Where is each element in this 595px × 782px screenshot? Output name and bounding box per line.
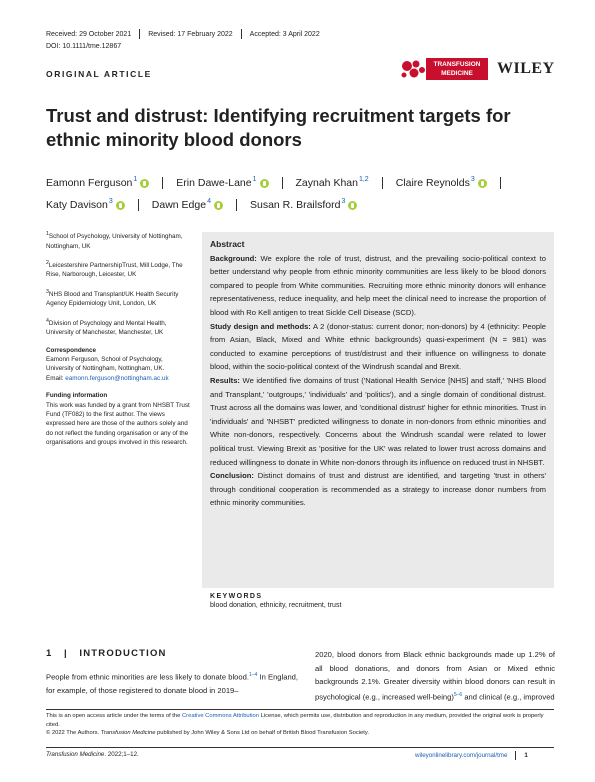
journal-url-link[interactable]: wileyonlinelibrary.com/journal/tme <box>415 752 508 759</box>
divider <box>162 177 163 189</box>
author[interactable]: Erin Dawe-Lane $^1$ <box>176 172 268 194</box>
license-note: This is an open access article under the terms of the Creative Commons Attribution License, which permits use, distribution and reproduction in any medium, provided the original work is properly cited. © 2022 The Authors. Transfusion Medicine published by John Wiley & Sons Ltd on behalf of British Blood Transfusion Society. <box>46 713 544 737</box>
divider <box>236 199 237 211</box>
divider <box>139 29 140 39</box>
correspondence-text: Eamonn Ferguson, School of Psychology, University of Nottingham, Nottingham, UK. <box>46 356 165 373</box>
abstract <box>210 238 546 510</box>
author[interactable]: Claire Reynolds $^3$ <box>396 172 487 194</box>
journal-logo-text: TRANSFUSION MEDICINE <box>426 58 488 80</box>
journal-logo <box>400 58 488 80</box>
author[interactable]: Eamonn Ferguson $^1$ <box>46 172 149 194</box>
abstract-heading: Abstract <box>210 239 245 249</box>
doi[interactable]: DOI: 10.1111/tme.12867 <box>46 43 122 50</box>
keywords <box>210 593 341 609</box>
page-footer-right <box>415 751 528 760</box>
divider <box>138 199 139 211</box>
author[interactable]: Dawn Edge $^4$ <box>152 194 223 216</box>
citation-link[interactable]: 1–4 <box>248 672 258 678</box>
license-link[interactable]: Creative Commons Attribution <box>181 713 259 719</box>
divider <box>46 709 554 710</box>
abstract-background: Background: We explore the role of trust, distrust, and the prevailing socio-political context to better understand why people from ethnic minority communities are less likely to be blood donors compared to people from White communities. Recruiting more ethnic minority donors will enhance representativeness, reduce inequality, and help meet the clinical need to increase the proportion of blood with Ro Kell antigen to treat Sickle Cell Disease (SCD). <box>210 253 546 317</box>
affiliation: $^1$School of Psychology, University of Nottingham, Nottingham, UK <box>46 231 183 250</box>
citation-footer: Transfusion Medicine. 2022;1–12. <box>46 751 139 758</box>
revised-date: Revised: 17 February 2022 <box>148 30 233 38</box>
publisher-logo: WILEY <box>497 60 555 77</box>
orcid-icon[interactable] <box>140 179 149 188</box>
affiliation: $^3$NHS Blood and Transplant/UK Health Security Agency Epidemiology Unit, London, UK <box>46 288 179 308</box>
author-list <box>46 172 566 216</box>
affiliation: $^4$Division of Psychology and Mental Health, University of Manchester, Manchester, UK <box>46 317 167 337</box>
divider <box>515 751 516 760</box>
divider <box>241 29 242 39</box>
abstract-results: Results: We identified five domains of trust ('National Health Service [NHS] and staff,' 'NHS Blood and Transplant,' 'outgroups,' 'individuals' and 'politics'), and a single domain of conditional distrust. Trust across all the domains was lower, and 'conditional distrust' higher for ethnic minorities. Trust in 'individuals' and 'NHSBT' predicted willingness to donate in non-donors from ethnic minorities and White non-donors, respectively. Concerns about the Windrush scandal were related to lower political trust. Viewing Brexit as 'positive for the UK' was related to lower trust across domains and reduced willingness to donate in White non-donors through its influence on reduced trust in NHSBT. <box>210 375 546 467</box>
keywords-heading: KEYWORDS <box>210 593 263 600</box>
intro-paragraph-left: People from ethnic minorities are less likely to donate blood.$^{1-4}$ In England, for example, of those registered to donate blood in 2019– <box>46 672 298 696</box>
abstract-conclusion: Conclusion: Distinct domains of trust and distrust are identified, and targeting 'trust in others' through conditional cooperation is recommended as a strategy to increase donor numbers from ethnic minority communities. <box>210 471 546 508</box>
email-label: Email: <box>46 374 64 382</box>
page-number: 1 <box>524 752 528 759</box>
funding-text: This work was funded by a grant from NHSBT Trust Fund (TF082) to the first author. The views expressed here are those of the authors solely and do not reflect the funding organisation or any of the organisations and groups involved in this research. <box>46 401 190 447</box>
article-type: ORIGINAL ARTICLE <box>46 69 152 79</box>
divider <box>382 177 383 189</box>
author[interactable]: Zaynah Khan $^{1,2}$ <box>295 176 369 189</box>
divider <box>282 177 283 189</box>
divider <box>46 747 554 748</box>
orcid-icon[interactable] <box>260 179 269 188</box>
orcid-icon[interactable] <box>478 179 487 188</box>
affiliation: $^2$Leicestershire PartnershipTrust, Mill Lodge, The Rise, Narborough, Leicester, UK <box>46 259 183 279</box>
email-link[interactable]: eamonn.ferguson@nottingham.ac.uk <box>65 374 169 382</box>
abstract-methods: Study design and methods: A 2 (donor-status: current donor; non-donors) by 4 (ethnicity: People from Asian, Black, Mixed and White ethnic backgrounds) quasi-experiment (N = 981) was conducted to examine perceptions of trust/distrust and their influence on willingness to donate blood, within the socio-political context of the Windrush scandal and Brexit. <box>210 321 546 372</box>
citation-link[interactable]: 5–6 <box>453 691 463 698</box>
funding <box>46 391 192 447</box>
keywords-text: blood donation, ethnicity, recruitment, trust <box>210 602 342 609</box>
author[interactable]: Susan R. Brailsford $^3$ <box>250 194 357 216</box>
correspondence <box>46 346 192 384</box>
section-heading: 1 | INTRODUCTION <box>46 648 167 659</box>
divider <box>500 177 501 189</box>
intro-paragraph-right: 2020, blood donors from Black ethnic backgrounds made up 1.2% of all blood donations, and donors from Asian or Mixed ethnic backgrounds 2.1%. Greater diversity within blood donors can result in psychological (e.g., increased well-being)$^{5-6}$ and clinical (e.g., improved <box>315 650 555 702</box>
affiliations-column <box>46 230 192 456</box>
funding-heading: Funding information <box>46 392 108 400</box>
orcid-icon[interactable] <box>116 201 125 210</box>
dates-line <box>46 29 320 39</box>
blood-cells-icon <box>400 58 426 80</box>
correspondence-heading: Correspondence <box>46 346 97 354</box>
orcid-icon[interactable] <box>348 201 357 210</box>
author[interactable]: Katy Davison $^3$ <box>46 194 125 216</box>
article-title: Trust and distrust: Identifying recruitment targets for ethnic minority blood donors <box>46 105 511 150</box>
received-date: Received: 29 October 2021 <box>46 30 132 38</box>
accepted-date: Accepted: 3 April 2022 <box>249 30 320 38</box>
orcid-icon[interactable] <box>214 201 223 210</box>
